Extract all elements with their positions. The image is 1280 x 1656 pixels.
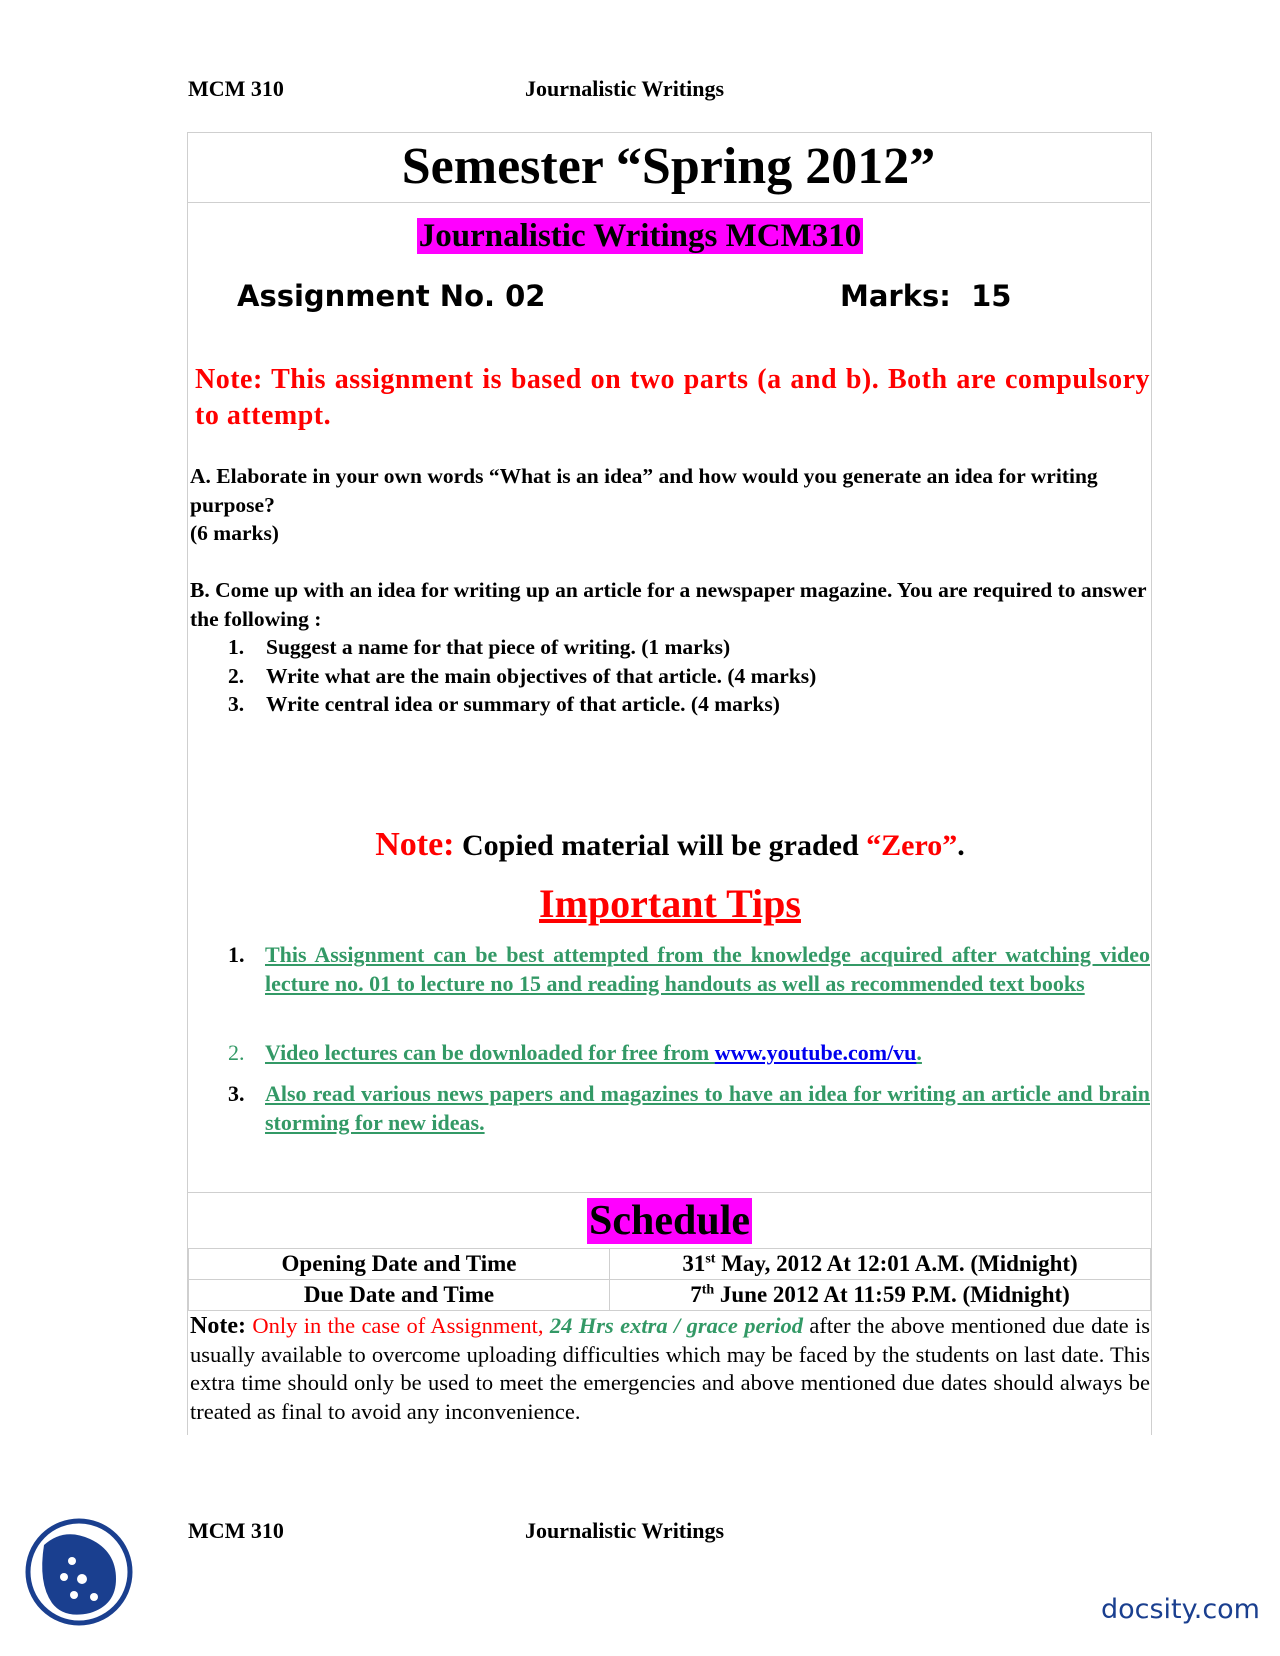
list-item	[228, 690, 1150, 719]
table-row	[189, 1249, 1151, 1280]
question-a-marks: (6 marks)	[190, 521, 279, 545]
table-cell-label: Due Date and Time	[189, 1280, 610, 1311]
copy-warning-end: .	[957, 829, 965, 862]
instruction-note: Note: This assignment is based on two parts (a and b). Both are compulsory to attempt.	[195, 364, 1150, 431]
tips-heading-text: Important Tips	[539, 881, 801, 926]
schedule-heading-text: Schedule	[588, 1198, 751, 1244]
list-item-text: Write what are the main objectives of that article. (4 marks)	[266, 663, 817, 688]
tip-text: This Assignment can be best attempted from the knowledge acquired after watching video lecture no. 01 to lecture no 15 and reading handouts as well as recommended text books	[265, 942, 1150, 996]
tip-number: 2.	[228, 1040, 245, 1065]
footer-course-code: MCM 310	[188, 1518, 284, 1543]
docsity-watermark: docsity.com	[1100, 1594, 1260, 1625]
date-day: 7	[690, 1282, 702, 1307]
list-item	[228, 662, 1150, 691]
assignment-marks: Marks: 15	[840, 279, 1012, 313]
list-item	[228, 633, 1150, 662]
tip-item	[225, 940, 1150, 998]
table-cell-value	[610, 1280, 1151, 1311]
question-a	[190, 462, 1150, 548]
page-title: Semester “Spring 2012”	[401, 138, 936, 195]
tip-number: 1.	[228, 942, 245, 967]
copy-warning-zero: “Zero”	[866, 829, 958, 862]
grace-note-red: Only in the case of Assignment,	[245, 1313, 550, 1338]
tip-number: 3.	[228, 1081, 245, 1106]
youtube-link[interactable]: www.youtube.com/vu	[714, 1040, 917, 1065]
list-item-text: Suggest a name for that piece of writing. (1 marks)	[266, 635, 731, 659]
list-item-number: 2.	[228, 663, 245, 688]
header-course-code: MCM 310	[188, 76, 284, 101]
course-banner	[0, 218, 1280, 255]
tip-text-wrap	[265, 1038, 1150, 1067]
header-course-name: Journalistic Writings	[525, 76, 725, 101]
tip-text-end: .	[916, 1040, 922, 1065]
grace-note-rest: after the above mentioned due date is usually available to overcome uploading difficulties which may be faced by the students on last date. This extra time should only be used to meet the emergencies and above mentioned due dates should always be treated as final to avoid any inconvenience.	[190, 1313, 1151, 1424]
question-b-text: B. Come up with an idea for writing up an article for a newspaper magazine. You are required to answer the following :	[190, 578, 1147, 631]
copy-warning-text: Copied material will be graded	[462, 829, 867, 862]
question-b	[190, 576, 1150, 719]
schedule-table	[188, 1248, 1151, 1311]
date-rest: June 2012 At 11:59 P.M. (Midnight)	[714, 1282, 1070, 1307]
date-suffix: st	[705, 1251, 716, 1267]
question-b-list	[190, 633, 1150, 719]
question-a-text: A. Elaborate in your own words “What is an idea” and how would you generate an idea for writing purpose?	[190, 464, 1098, 517]
copy-warning-label: Note:	[375, 826, 455, 863]
table-row	[189, 1280, 1151, 1311]
schedule-heading	[187, 1193, 1152, 1249]
schedule-section	[187, 1192, 1152, 1249]
grace-note-label: Note:	[190, 1313, 246, 1339]
list-item-number: 3.	[228, 692, 245, 716]
list-item-number: 1.	[228, 635, 245, 659]
grace-period-note	[190, 1312, 1150, 1426]
date-rest: May, 2012 At 12:01 A.M. (Midnight)	[715, 1251, 1078, 1276]
tips-heading	[0, 880, 1280, 927]
tip-item	[225, 1079, 1150, 1137]
date-suffix: th	[701, 1282, 715, 1298]
grace-note-period: 24 Hrs extra / grace period	[549, 1313, 804, 1338]
title-row	[187, 132, 1150, 203]
table-cell-value	[610, 1249, 1151, 1280]
assignment-number: Assignment No. 02	[237, 279, 546, 313]
footer-course-name: Journalistic Writings	[525, 1518, 725, 1543]
tip-item	[225, 1038, 1150, 1067]
tip-text: Also read various news papers and magazines to have an idea for writing an article and brain storming for new ideas.	[265, 1081, 1150, 1135]
docsity-logo-icon	[24, 1517, 134, 1632]
date-day: 31	[682, 1251, 706, 1276]
tip-text: Video lectures can be downloaded for free from	[265, 1040, 715, 1065]
table-cell-label: Opening Date and Time	[189, 1249, 610, 1280]
course-banner-text: Journalistic Writings MCM310	[418, 218, 862, 254]
list-item-text: Write central idea or summary of that article. (4 marks)	[266, 692, 780, 716]
copy-warning	[0, 826, 1280, 864]
